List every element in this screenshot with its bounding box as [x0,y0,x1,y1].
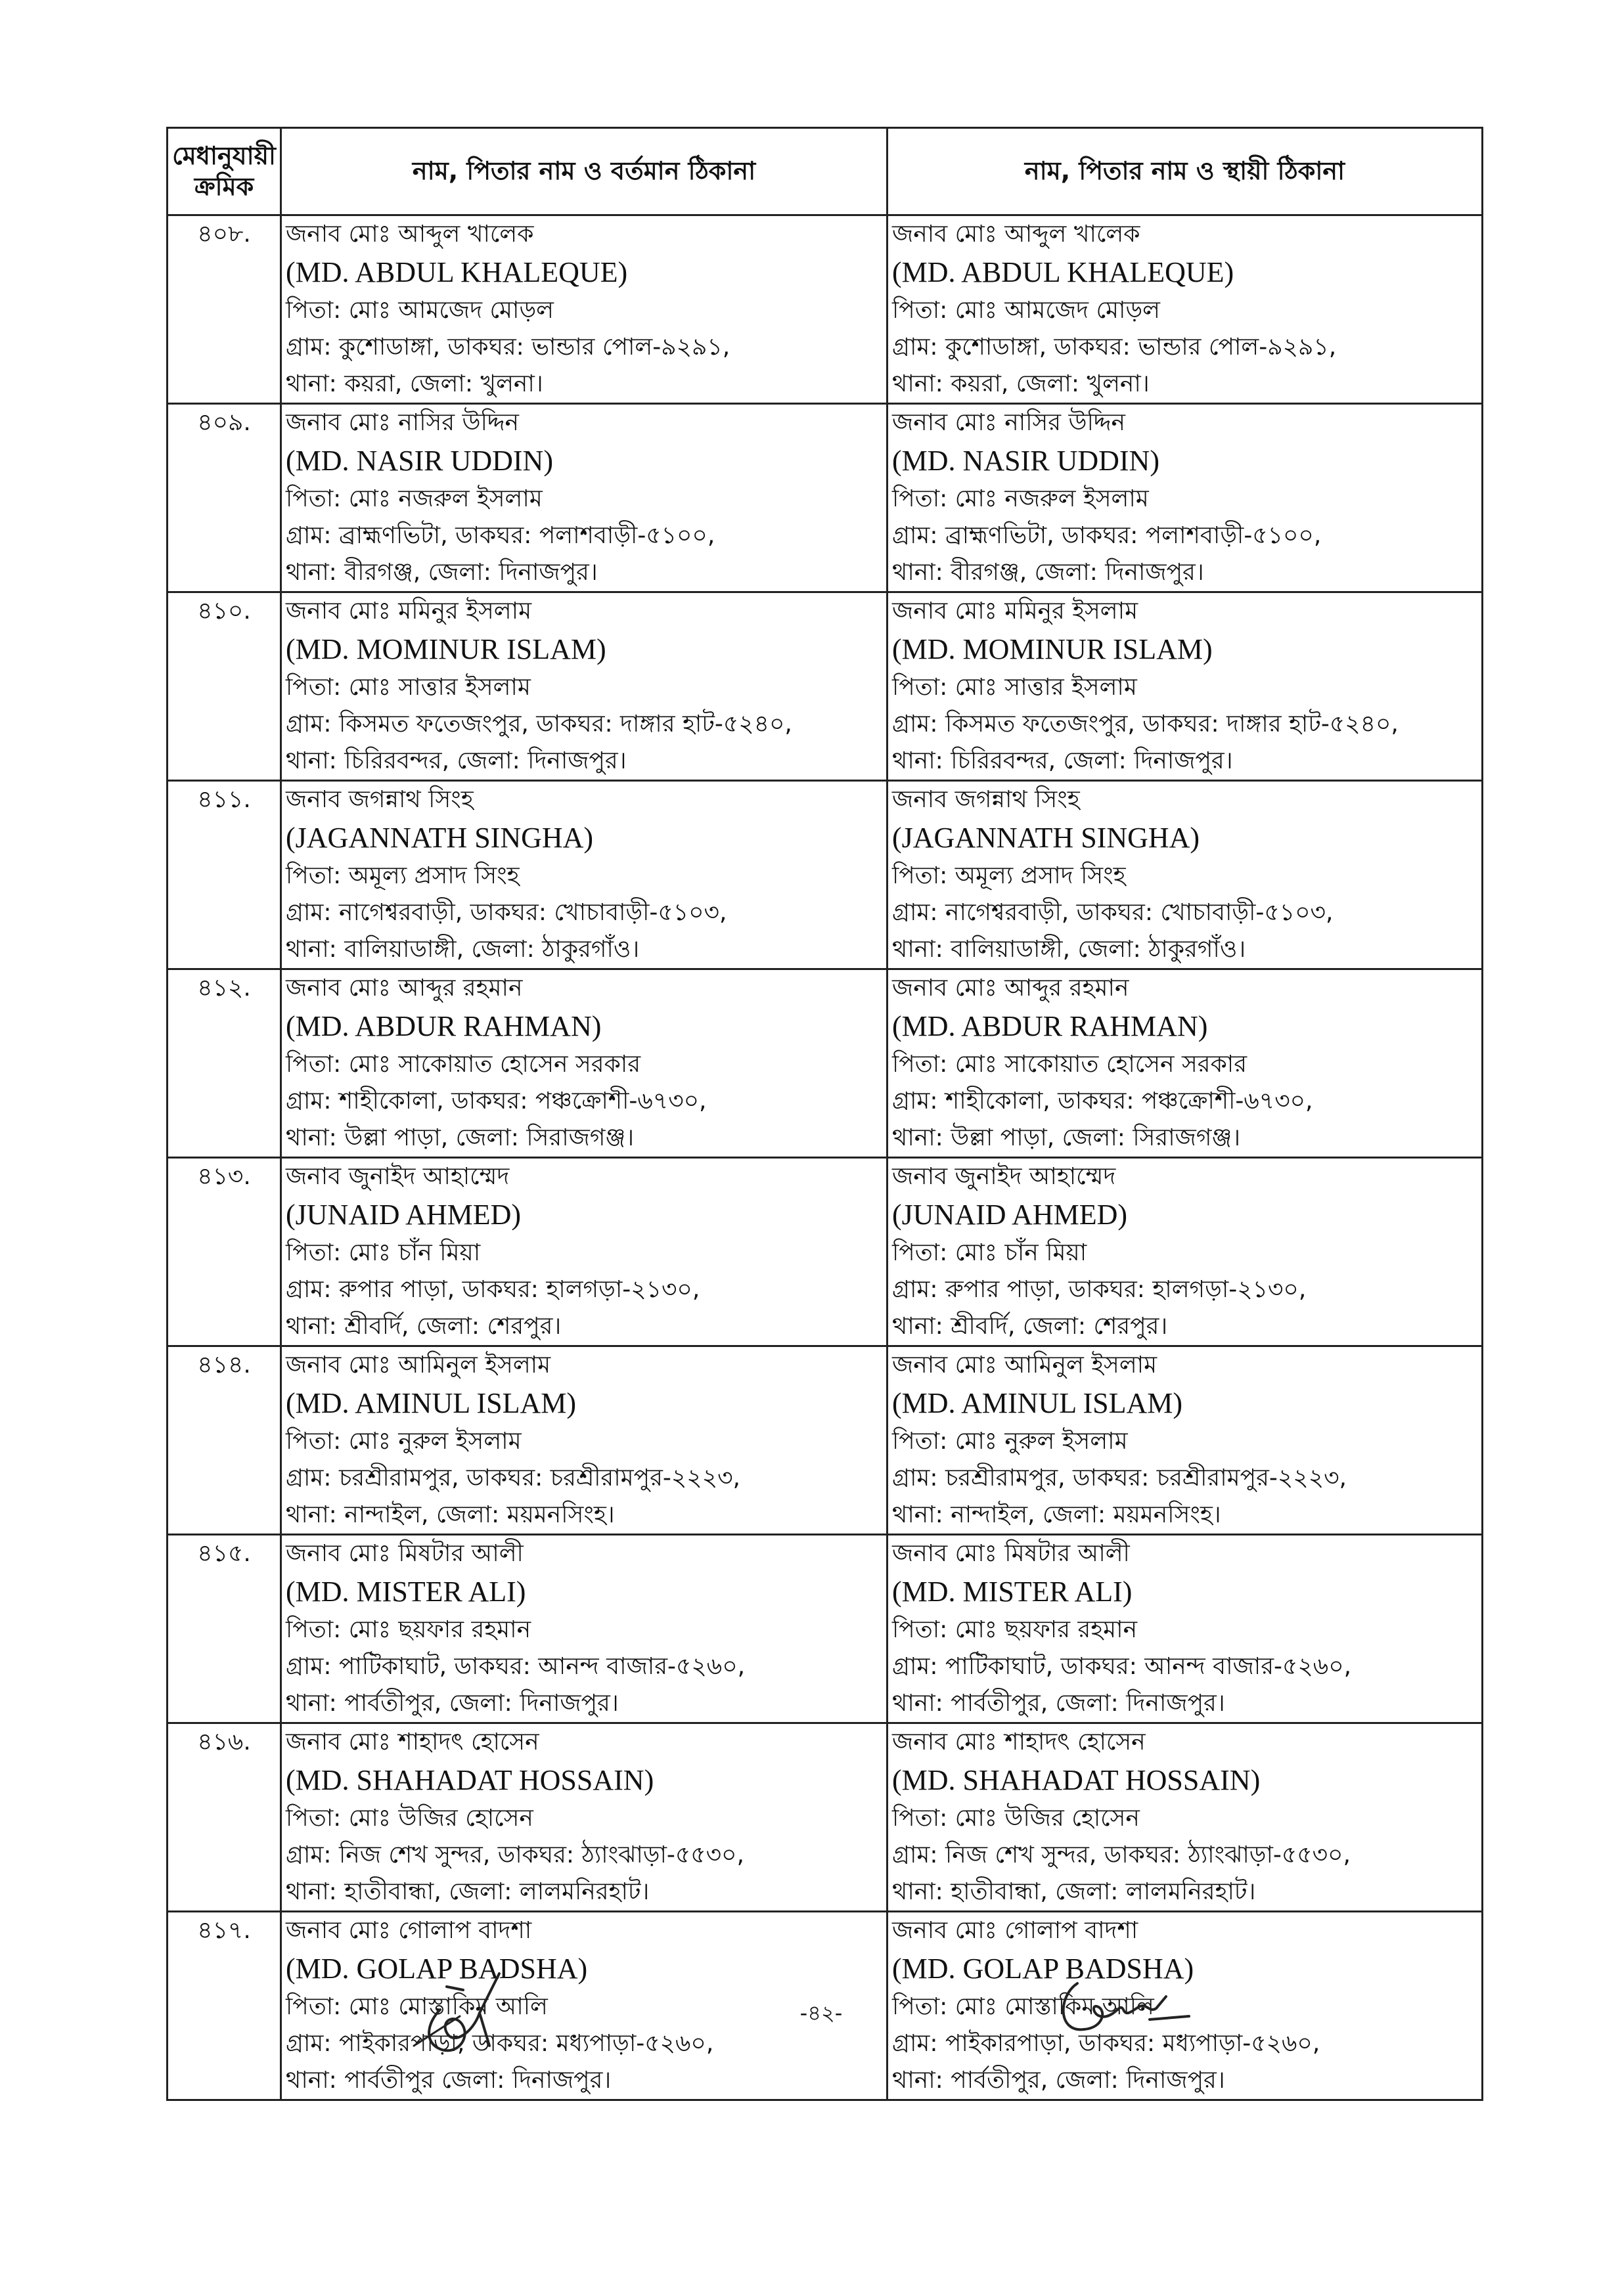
name-bn: জনাব মোঃ মিষটার আলী [286,1540,524,1567]
father-name: পিতা: মোঃ সাত্তার ইসলাম [286,674,531,701]
name-en: (MD. NASIR UDDIN) [892,445,1159,477]
serial-cell: ৪১২. [168,969,281,1158]
thana-district: থানা: পার্বতীপুর, জেলা: দিনাজপুর। [892,1690,1225,1717]
table-row [168,1346,1483,1535]
page-number: -৪২- [799,2000,843,2025]
father-name: পিতা: অমূল্য প্রসাদ সিংহ [286,862,520,889]
name-en: (MD. GOLAP BADSHA) [892,1953,1194,1985]
permanent-address-cell [888,1535,1483,1723]
father-name: পিতা: মোঃ চাঁন মিয়া [892,1239,1087,1266]
village-post: গ্রাম: নিজ শেখ সুন্দর, ডাকঘর: ঠ্যাংঝাড়া-৫৫৩০, [892,1842,1351,1868]
village-post: গ্রাম: কিসমত ফতেজংপুর, ডাকঘর: দাঙ্গার হাট-৫২৪০, [286,711,792,738]
present-address-cell [281,1158,888,1346]
permanent-address-cell [888,1346,1483,1535]
name-en: (MD. MISTER ALI) [892,1576,1133,1608]
village-post: গ্রাম: কিসমত ফতেজংপুর, ডাকঘর: দাঙ্গার হাট-৫২৪০, [892,711,1399,738]
name-bn: জনাব মোঃ আব্দুল খালেক [892,221,1140,248]
thana-district: থানা: হাতীবান্ধা, জেলা: লালমনিরহাট। [286,1878,650,1905]
permanent-address-cell [888,1158,1483,1346]
serial-cell: ৪১৪. [168,1346,281,1535]
permanent-address-cell [888,215,1483,404]
name-en: (JUNAID AHMED) [286,1199,522,1231]
permanent-address-cell [888,1723,1483,1912]
name-bn: জনাব মোঃ আমিনুল ইসলাম [892,1352,1157,1379]
name-bn: জনাব জগন্নাথ সিংহ [286,786,474,813]
present-address-cell [281,215,888,404]
village-post: গ্রাম: শাহীকোলা, ডাকঘর: পঞ্চক্রোশী-৬৭৩০, [286,1088,707,1115]
thana-district: থানা: উল্লা পাড়া, জেলা: সিরাজগঞ্জ। [892,1124,1241,1151]
name-en: (MD. NASIR UDDIN) [286,445,553,477]
serial-cell: ৪১৬. [168,1723,281,1912]
village-post: গ্রাম: পাইকারপাড়া, ডাকঘর: মধ্যপাড়া-৫২৬০, [892,2030,1320,2057]
present-address-cell [281,1723,888,1912]
name-en: (MD. MOMINUR ISLAM) [286,633,606,665]
father-name: পিতা: অমূল্য প্রসাদ সিংহ [892,862,1126,889]
signature-right [1051,1970,1202,2042]
father-name: পিতা: মোঃ নুরুল ইসলাম [286,1428,522,1455]
father-name: পিতা: মোঃ মোস্তাকিম আলি [286,1993,548,2020]
name-en: (MD. AMINUL ISLAM) [892,1387,1183,1419]
name-bn: জনাব মোঃ নাসির উদ্দিন [286,409,520,436]
village-post: গ্রাম: পাটিকাঘাট, ডাকঘর: আনন্দ বাজার-৫২৬০, [286,1653,746,1680]
thana-district: থানা: কয়রা, জেলা: খুলনা। [892,370,1150,397]
name-bn: জনাব জুনাইদ আহাম্মেদ [286,1163,510,1190]
table-row [168,969,1483,1158]
table-row [168,1535,1483,1723]
name-bn: জনাব মোঃ আব্দুল খালেক [286,221,534,248]
permanent-address-cell [888,404,1483,592]
father-name: পিতা: মোঃ নজরুল ইসলাম [892,485,1149,512]
serial-cell: ৪০৯. [168,404,281,592]
name-en: (MD. ABDUR RAHMAN) [892,1010,1208,1042]
present-address-cell [281,969,888,1158]
name-en: (JAGANNATH SINGHA) [286,822,594,854]
serial-cell: ৪১৭. [168,1912,281,2100]
serial-cell: ৪১০. [168,592,281,781]
father-name: পিতা: মোঃ মোস্তাকিম আলি [892,1993,1154,2020]
name-bn: জনাব মোঃ আব্দুর রহমান [286,975,523,1002]
table-row [168,404,1483,592]
name-en: (MD. MISTER ALI) [286,1576,526,1608]
present-address-cell [281,404,888,592]
thana-district: থানা: পার্বতীপুর জেলা: দিনাজপুর। [286,2067,612,2094]
village-post: গ্রাম: চরশ্রীরামপুর, ডাকঘর: চরশ্রীরামপুর-২২২৩, [286,1465,740,1491]
page-footer [0,1960,1618,2065]
name-en: (JUNAID AHMED) [892,1199,1128,1231]
father-name: পিতা: মোঃ ছয়ফার রহমান [892,1616,1138,1643]
name-bn: জনাব জুনাইদ আহাম্মেদ [892,1163,1116,1190]
table-row [168,215,1483,404]
table-row [168,592,1483,781]
header-serial: মেধানুযায়ী ক্রমিক [168,128,281,215]
permanent-address-cell [888,592,1483,781]
village-post: গ্রাম: ব্রাহ্মণভিটা, ডাকঘর: পলাশবাড়ী-৫১০০, [892,522,1322,549]
present-address-cell [281,1535,888,1723]
header-present-address: নাম, পিতার নাম ও বর্তমান ঠিকানা [281,128,888,215]
name-bn: জনাব মোঃ শাহাদৎ হোসেন [892,1729,1146,1755]
name-en: (MD. ABDUR RAHMAN) [286,1010,602,1042]
table-body [168,215,1483,2100]
permanent-address-cell [888,781,1483,969]
name-bn: জনাব মোঃ আব্দুর রহমান [892,975,1129,1002]
name-bn: জনাব মোঃ মিষটার আলী [892,1540,1130,1567]
father-name: পিতা: মোঃ ছয়ফার রহমান [286,1616,531,1643]
thana-district: থানা: বীরগঞ্জ, জেলা: দিনাজপুর। [286,559,598,586]
name-bn: জনাব মোঃ গোলাপ বাদশা [286,1917,532,1944]
name-bn: জনাব মোঃ মমিনুর ইসলাম [892,598,1138,625]
name-en: (JAGANNATH SINGHA) [892,822,1200,854]
thana-district: থানা: হাতীবান্ধা, জেলা: লালমনিরহাট। [892,1878,1256,1905]
thana-district: থানা: পার্বতীপুর, জেলা: দিনাজপুর। [286,1690,619,1717]
village-post: গ্রাম: রুপার পাড়া, ডাকঘর: হালগড়া-২১৩০, [892,1276,1307,1303]
permanent-address-cell [888,969,1483,1158]
thana-district: থানা: কয়রা, জেলা: খুলনা। [286,370,543,397]
signature-left [401,1960,526,2059]
candidate-table [166,127,1483,2101]
header-permanent-address: নাম, পিতার নাম ও স্থায়ী ঠিকানা [888,128,1483,215]
father-name: পিতা: মোঃ নুরুল ইসলাম [892,1428,1128,1455]
village-post: গ্রাম: নাগেশ্বরবাড়ী, ডাকঘর: খোচাবাড়ী-৫১০৩, [286,899,727,926]
village-post: গ্রাম: কুশোডাঙ্গা, ডাকঘর: ভান্ডার পোল-৯২৯১, [286,334,730,361]
name-en: (MD. MOMINUR ISLAM) [892,633,1213,665]
name-bn: জনাব মোঃ গোলাপ বাদশা [892,1917,1138,1944]
name-en: (MD. ABDUL KHALEQUE) [286,256,628,288]
thana-district: থানা: শ্রীবর্দি, জেলা: শেরপুর। [892,1313,1168,1340]
name-en: (MD. SHAHADAT HOSSAIN) [286,1764,654,1796]
name-bn: জনাব মোঃ মমিনুর ইসলাম [286,598,532,625]
serial-cell: ৪১৫. [168,1535,281,1723]
thana-district: থানা: বালিয়াডাঙ্গী, জেলা: ঠাকুরগাঁও। [286,936,640,963]
father-name: পিতা: মোঃ সাকোয়াত হোসেন সরকার [892,1051,1247,1078]
serial-cell: ৪০৮. [168,215,281,404]
village-post: গ্রাম: নাগেশ্বরবাড়ী, ডাকঘর: খোচাবাড়ী-৫১০৩, [892,899,1334,926]
table-row [168,781,1483,969]
thana-district: থানা: চিরিরবন্দর, জেলা: দিনাজপুর। [286,747,627,774]
present-address-cell [281,1346,888,1535]
present-address-cell [281,781,888,969]
name-bn: জনাব মোঃ শাহাদৎ হোসেন [286,1729,539,1755]
village-post: গ্রাম: পাইকারপাড়া, ডাকঘর: মধ্যপাড়া-৫২৬০, [286,2030,714,2057]
name-en: (MD. AMINUL ISLAM) [286,1387,577,1419]
thana-district: থানা: চিরিরবন্দর, জেলা: দিনাজপুর। [892,747,1233,774]
father-name: পিতা: মোঃ নজরুল ইসলাম [286,485,543,512]
father-name: পিতা: মোঃ আমজেদ মোড়ল [892,297,1161,324]
thana-district: থানা: নান্দাইল, জেলা: ময়মনসিংহ। [892,1501,1221,1528]
father-name: পিতা: মোঃ সাকোয়াত হোসেন সরকার [286,1051,640,1078]
village-post: গ্রাম: পাটিকাঘাট, ডাকঘর: আনন্দ বাজার-৫২৬০, [892,1653,1352,1680]
name-en: (MD. ABDUL KHALEQUE) [892,256,1234,288]
name-bn: জনাব জগন্নাথ সিংহ [892,786,1080,813]
name-bn: জনাব মোঃ নাসির উদ্দিন [892,409,1126,436]
table-row [168,1158,1483,1346]
village-post: গ্রাম: কুশোডাঙ্গা, ডাকঘর: ভান্ডার পোল-৯২৯১, [892,334,1337,361]
table-row [168,1723,1483,1912]
serial-cell: ৪১৩. [168,1158,281,1346]
present-address-cell [281,592,888,781]
village-post: গ্রাম: চরশ্রীরামপুর, ডাকঘর: চরশ্রীরামপুর-২২২৩, [892,1465,1347,1491]
thana-district: থানা: বালিয়াডাঙ্গী, জেলা: ঠাকুরগাঁও। [892,936,1246,963]
father-name: পিতা: মোঃ আমজেদ মোড়ল [286,297,554,324]
village-post: গ্রাম: শাহীকোলা, ডাকঘর: পঞ্চক্রোশী-৬৭৩০, [892,1088,1313,1115]
father-name: পিতা: মোঃ উজির হোসেন [892,1805,1140,1832]
thana-district: থানা: পার্বতীপুর, জেলা: দিনাজপুর। [892,2067,1225,2094]
name-en: (MD. GOLAP BADSHA) [286,1953,588,1985]
thana-district: থানা: শ্রীবর্দি, জেলা: শেরপুর। [286,1313,562,1340]
village-post: গ্রাম: ব্রাহ্মণভিটা, ডাকঘর: পলাশবাড়ী-৫১০০, [286,522,715,549]
father-name: পিতা: মোঃ উজির হোসেন [286,1805,533,1832]
name-bn: জনাব মোঃ আমিনুল ইসলাম [286,1352,551,1379]
thana-district: থানা: বীরগঞ্জ, জেলা: দিনাজপুর। [892,559,1204,586]
table-header-row [168,128,1483,215]
village-post: গ্রাম: নিজ শেখ সুন্দর, ডাকঘর: ঠ্যাংঝাড়া-৫৫৩০, [286,1842,744,1868]
thana-district: থানা: নান্দাইল, জেলা: ময়মনসিংহ। [286,1501,615,1528]
father-name: পিতা: মোঃ সাত্তার ইসলাম [892,674,1137,701]
name-en: (MD. SHAHADAT HOSSAIN) [892,1764,1261,1796]
serial-cell: ৪১১. [168,781,281,969]
father-name: পিতা: মোঃ চাঁন মিয়া [286,1239,481,1266]
village-post: গ্রাম: রুপার পাড়া, ডাকঘর: হালগড়া-২১৩০, [286,1276,700,1303]
thana-district: থানা: উল্লা পাড়া, জেলা: সিরাজগঞ্জ। [286,1124,635,1151]
